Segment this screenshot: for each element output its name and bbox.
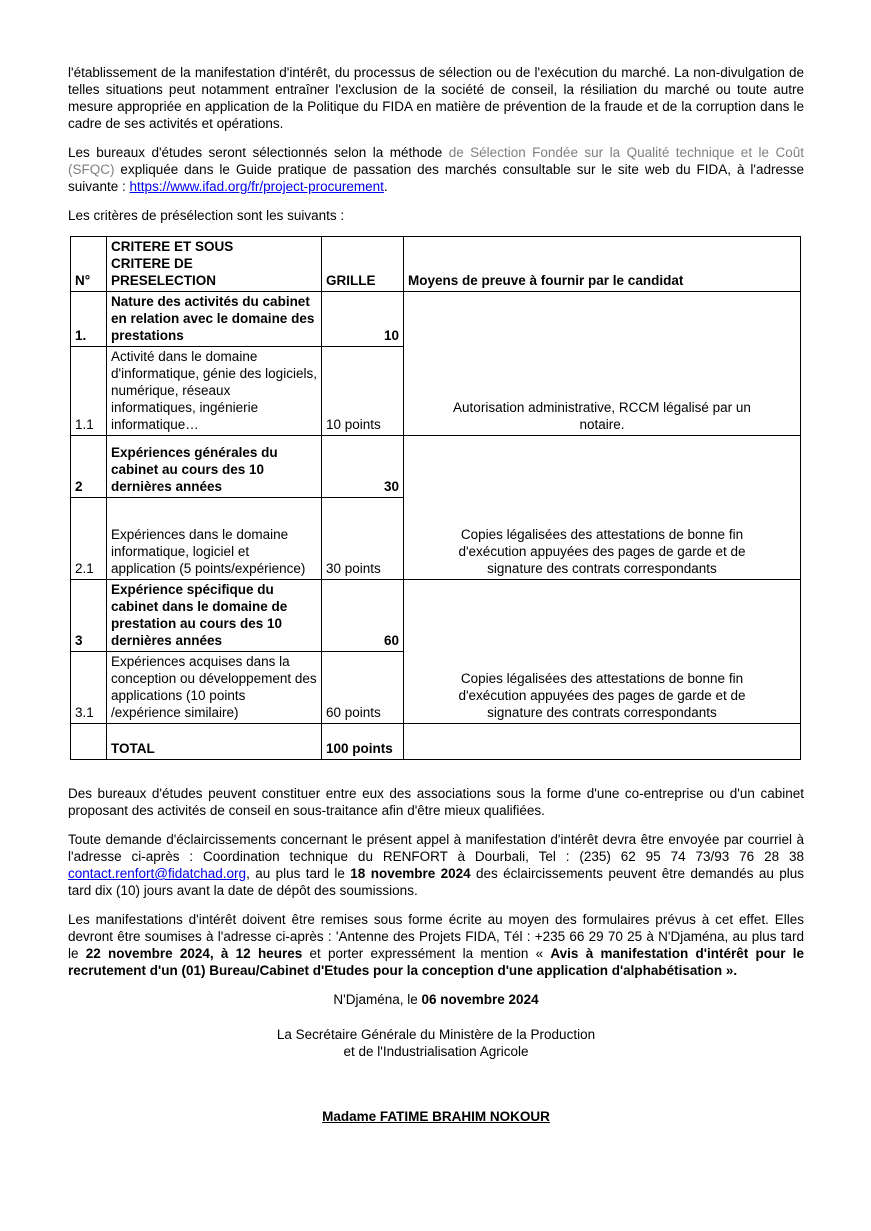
header-cell-proof: Moyens de preuve à fournir par le candidat: [404, 237, 801, 292]
row3-proof-text: Copies légalisées des attestations de bonne fin d'exécution appuyées des pages de garde et de signature des contrats correspondants: [458, 671, 746, 720]
p6-mention-text: Avis à manifestation d'intérêt pour le recrutement d'un (01) Bureau/Cabinet d'Etudes pour la conception d'une application d'alphabétisation ».: [68, 946, 804, 978]
row1-grille-cell: 10: [322, 292, 404, 347]
row2-1-grille-cell: 30 points: [322, 498, 404, 580]
row3-grille-cell: 60: [322, 580, 404, 652]
table-row-total: [71, 724, 801, 760]
p5-lead-text: Toute demande d'éclaircissements concernant le présent appel à manifestation d'intérêt devra être envoyée par courriel à l'adresse ci-après : Coordination technique du RENFORT à Dourbali, Tel : (235) 62 95 74 73/93 76 28 38: [68, 832, 804, 864]
row1-proof-cell: [404, 292, 801, 436]
ifad-procurement-link[interactable]: https://www.ifad.org/fr/project-procurement: [129, 179, 384, 194]
row3-proof-cell: [404, 580, 801, 724]
header-cell-grille: GRILLE: [322, 237, 404, 292]
p2-gray-method-text: de Sélection Fondée sur la Qualité technique et le Coût (SFQC): [68, 145, 805, 177]
paragraph-selection-method: [68, 144, 804, 195]
paragraph-clarifications: [68, 831, 804, 899]
total-num-cell: [71, 724, 107, 760]
total-proof-cell: [404, 724, 801, 760]
p2-tail-text: .: [383, 179, 388, 194]
signatory-name: Madame FATIME BRAHIM NOKOUR: [322, 1109, 550, 1124]
signatory-name-line: [68, 1108, 804, 1125]
row1-criteria-cell: Nature des activités du cabinet en relation avec le domaine des prestations: [107, 292, 322, 347]
row2-1-criteria-cell: Expériences dans le domaine informatique, logiciel et application (5 points/expérience): [107, 498, 322, 580]
dateline-date: 06 novembre 2024: [421, 992, 539, 1007]
row3-criteria-cell: Expérience spécifique du cabinet dans le domaine de prestation au cours des 10 dernières années: [107, 580, 322, 652]
signature-block: [68, 1026, 804, 1060]
p5-mid-text: , au plus tard le: [246, 866, 351, 881]
row1-1-num-cell: 1.1: [71, 347, 107, 436]
row1-1-grille-cell: 10 points: [322, 347, 404, 436]
row2-1-num-cell: 2.1: [71, 498, 107, 580]
renfort-email-link[interactable]: contact.renfort@fidatchad.org: [68, 866, 247, 881]
row3-1-grille-cell: 60 points: [322, 652, 404, 724]
table-row-2: [71, 436, 801, 498]
p2-mid-text: expliquée dans le Guide pratique de passation des marchés consultable sur le site web du FIDA, à l'adresse suivante :: [68, 162, 804, 194]
row3-1-num-cell: 3.1: [71, 652, 107, 724]
paragraph-submission: [68, 911, 804, 979]
header-criteria-text: CRITERE ET SOUS CRITERE DE PRESELECTION: [111, 239, 234, 288]
row1-proof-text: Autorisation administrative, RCCM légalisé par un notaire.: [453, 400, 751, 432]
total-grille-cell: 100 points: [322, 724, 404, 760]
p5-tail-text: des éclaircissements peuvent être demandés au plus tard dix (10) jours avant la date de dépôt des soumissions.: [68, 866, 805, 898]
p2-lead-text: Les bureaux d'études seront sélectionnés selon la méthode: [68, 145, 449, 160]
preselection-criteria-table: [70, 236, 801, 760]
signature-title-line2: et de l'Industrialisation Agricole: [343, 1044, 529, 1059]
table-row-3: [71, 580, 801, 652]
row2-proof-cell: [404, 436, 801, 580]
signature-title-line1: La Secrétaire Générale du Ministère de la Production: [276, 1027, 596, 1042]
p6-lead-text: Les manifestations d'intérêt doivent être remises sous forme écrite au moyen des formulaires prévus à cet effet. Elles devront être soumises à l'adresse ci-après : 'Antenne des Projets FIDA, Tél : +235 66 29 70 25 à N'Djaména, au plus tard le: [68, 912, 804, 961]
paragraph-associations: Des bureaux d'études peuvent constituer entre eux des associations sous la forme d'une co-entreprise ou d'un cabinet proposant des activités de conseil en sous-traitance afin d'être mieux qualifiées.: [68, 786, 804, 818]
dateline: [68, 991, 804, 1008]
dateline-place: N'Djaména, le: [333, 992, 422, 1007]
header-cell-num: N°: [71, 237, 107, 292]
total-label-cell: TOTAL: [107, 724, 322, 760]
table-row-1: [71, 292, 801, 347]
header-cell-criteria: [107, 237, 322, 292]
p6-mid-text: et porter expressément la mention «: [302, 946, 551, 961]
paragraph-criteria-intro: Les critères de présélection sont les suivants :: [68, 208, 345, 223]
row2-grille-cell: 30: [322, 436, 404, 498]
row3-1-criteria-cell: Expériences acquises dans la conception ou développement des applications (10 points /expérience similaire): [107, 652, 322, 724]
row1-1-criteria-cell: Activité dans le domaine d'informatique, génie des logiciels, numérique, réseaux informatiques, ingénierie informatique…: [107, 347, 322, 436]
p6-deadline-datetime: 22 novembre 2024, à 12 heures: [85, 946, 303, 961]
row1-num-cell: 1.: [71, 292, 107, 347]
row2-proof-text: Copies légalisées des attestations de bonne fin d'exécution appuyées des pages de garde et de signature des contrats correspondants: [458, 527, 746, 576]
paragraph-confidentiality: l'établissement de la manifestation d'intérêt, du processus de sélection ou de l'exécution du marché. La non-divulgation de telles situations peut notamment entraîner l'exclusion de la société de conseil, la résiliation du marché ou toute autre mesure appropriée en application de la Politique du FIDA en matière de prévention de la fraude et de la corruption dans le cadre de ses activités et opérations.: [68, 65, 804, 131]
row3-num-cell: 3: [71, 580, 107, 652]
p5-deadline-date: 18 novembre 2024: [350, 866, 471, 881]
table-header-row: [71, 237, 801, 292]
row2-criteria-cell: Expériences générales du cabinet au cours des 10 dernières années: [107, 436, 322, 498]
row2-num-cell: 2: [71, 436, 107, 498]
